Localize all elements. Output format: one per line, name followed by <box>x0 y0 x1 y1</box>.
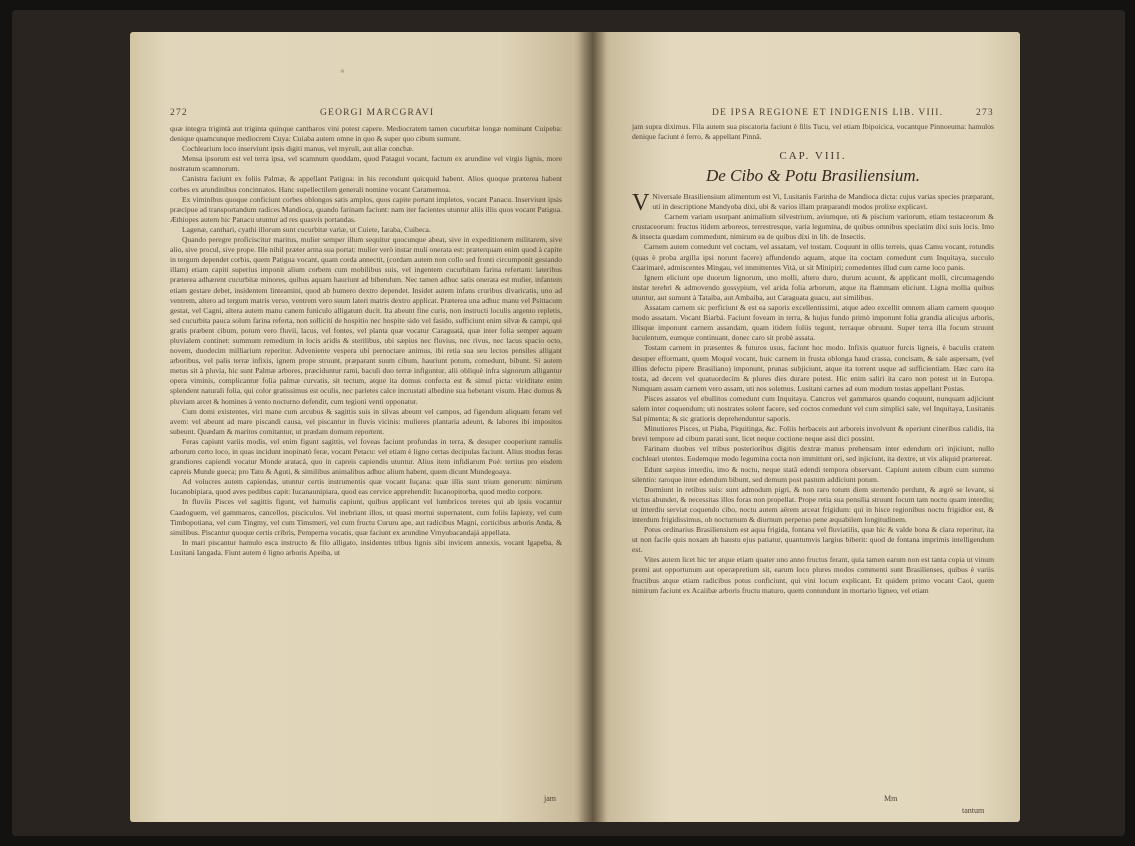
paragraph: Cochlearium loco inserviunt ipsis digiti manus, vel myruli, aut aliæ conchæ. <box>182 144 414 154</box>
paragraph: Pisces assatos vel ebullitos comedunt cum Inquitaya. Cancros vel gammaros quando coquunt, nunquam adjiciunt salem inter coquendum; uti nostrates solent facere, sed coctos comedunt vel cum simplici sale, vel Inquitaya, Lusitanis Sal pimenta; & sic gratioris deprehenduntur saporis. <box>632 393 994 424</box>
paragraph: Potus ordinarius Brasiliensium est aqua frigida, fontana vel fluviatilis, quæ hic & valde bona & clara reperitur, ita ut non facile quis noxam ab haustu ejus patiatur, quantumvis largius biberit: quod de fontana imprimis intelligendum est. <box>632 525 994 555</box>
running-head-right: DE IPSA REGIONE ET INDIGENIS LIB. VIII. <box>712 108 944 118</box>
page-number-left: 272 <box>170 108 188 118</box>
paragraph: Farinam duobus vel tribus posterioribus digitis dextræ manus prehensam inter edendum ori injiciunt, nullo cochleari utentes. Eodemque modo legumina cocta non immittunt ori, sed injiciunt, ita dextre, ut vix aliquid prætereat. <box>632 444 994 464</box>
left-page <box>130 32 592 822</box>
book-spread <box>12 10 1125 836</box>
paragraph: In fluviis Pisces vel sagittis figunt, vel hamulis capiunt, quibus applicant vel lumbricos teretes qui ab ipsis vocantur Caadoguem, vel gammaros, cancellos, pisciculos. Vel inebriant illos, ut quasi mortui supernatent, cum foliis Iapiezy, vel cum Timbopotiana, vel cum Tingmy, vel cum Timsmeri, vel cum fructu Cururu ape, aut radicibus Magni, corticibus arboris Anda, & similibus. Piscantur quoque certis cribris, Pemperna vocatis, quæ faciunt ex arundine Vrnyubacandajá appellata. <box>170 497 562 537</box>
drop-cap: V <box>632 192 650 216</box>
chapter-title: De Cibo & Potu Brasiliensium. <box>706 166 920 185</box>
paragraph: Cum domi existentes, viri mane cum arcubus & sagittis suis in silvas abeunt vel campos, ad figendum aliquam feram vel avem: vel abeunt ad mare piscandi causa, vel piscantur in fluvis vicinis: mulieres plantaria adeunt, & labores ibi impositos subeunt. Quædam & maritos comitantur, ut prædam domum reportent. <box>170 406 562 436</box>
catchword-left: jam <box>544 794 556 803</box>
running-head-left: GEORGI MARCGRAVI <box>320 108 435 118</box>
paragraph: Edunt sæpius interdiu, imo & noctu, neque statâ edendi tempora observant. Capiunt autem cibum cum summo silentio: raroque inter edendum bibunt, sed demum post pastum addiciunt potum. <box>632 464 994 484</box>
catchword-right: tantum <box>962 806 985 815</box>
paragraph: quæ integra trigintà aut triginta quinque cantharos vini potest capere. Mediocratem tamen cucurbitæ longæ nominant Cuipeba: denique quamcunque mediocrem Cuya: Cuiaba autem omne in quo & super quo cibum sumunt. <box>170 124 562 144</box>
paragraph: Tostam carnem in præsentes & futuros usus, faciunt hoc modo. Infixis quatuor furcis ligneis, è baculis cratem desuper efformant, quem Moqué vocant, huic carnem in frusta oblonga haud crassa, concisam, & sale aspersam, (vel illius defectu pipere Brasiliano) imponunt, prunas subjiciunt, atque ita torrent usque ad sufficientiam. Hæc caro ita tosta, ad decem vel quatuordecim & plures dies durare potest. Hic enim saliri ita caro non potest ut in Europa. Nunquam assam carnem vero assam, uti nos solemus. Lusitani carnes ad eum modum tostas appellant Postas. <box>632 343 994 393</box>
paragraph-text: Niversale Brasiliensium alimentum est Vi, Lusitanis Farinha de Mandioca dicta: cujus varias species præparant, uti in descriptione Mandyoba dixi, ubi & varios illam præparandi modos prolixe explicavi. <box>652 192 994 212</box>
paragraph: In mari piscantur hamulo esca instructo & filo alligato, insidentes tribus lignis sibi invicem annexis, vocant Igapeba, & Lusitani Iangada. Fiunt autem è ligno arboris Apeiba, ut <box>170 537 562 557</box>
book-gutter <box>578 32 606 822</box>
paragraph: Carnem variam usurpant animalium silvestrium, aviumque, uti & piscium variorum, etiam testaceorum & crustaceorum: fructus itidem arboreos, terrestresque, varia legumina, de quibus omnibus speciatim dixi suis locis. Imo & insecta quædam commedunt, nimirum ea de quibus dixi in lib. de Insectis. <box>632 212 994 242</box>
paragraph: Vites autem licet hic ter atque etiam quater uno anno fructus ferant, quia tamen earum non est tanta copia ut vinum premi aut opportunum aut operæpretium sit, earum loco plures modos commenti sunt Brasilienses, quibus è variis fructibus atque etiam radicibus potus conficiunt, qui vini locum explicant. Et quidem primo vocant Caoi, quem nimirum faciunt ex Acaiibæ arboris fructu maturo, quem contundunt in mortario ligneo, vel etiam <box>632 555 994 595</box>
paragraph: Carnem autem comedunt vel coctam, vel assatam, vel tostam. Coquunt in ollis terreis, quas Camu vocant, rotundis (quas è proba argilla ipsi norunt facere) affundendo aquam, atque ita coctam comedunt cum Inquitaya, succulo Caarimaré, admiscentes Mingau, vel immittentes Vitá, ut sit Minipiri; comedentes illud cum carne loco panis. <box>632 242 994 272</box>
paragraph: Lagenæ, canthari, cyathi illorum sunt cucurbitæ variæ, ut Cuiete, Iaraba, Cuibeca. <box>182 224 431 234</box>
intro-lines: jam supra diximus. Fila autem sua piscatoria faciunt è filis Tucu, vel etiam Ibipoicica, vocantque Pinnoeuma: hamulos denique faciunt è ferro, & appellant Pinnâ. <box>632 122 994 142</box>
paragraph: Dormiunt in retibus suis: sunt admodum pigri, & non raro totum diem stertendo perdunt, & ægrè se levant, si victus abundet, & necessitas illos foras non propellat. Prope retia sua pensilia struunt focum tam noctu quam interdiu; ut interdiu serviat coquendo cibo, noctu autem aërem arceat frigidum: qui in hisce regionibus noctu frigidior est, & interdum frigidissimus, ob nocturnum & diurnum perpetuo pene æquabilem longitudinem. <box>632 484 994 524</box>
paragraph: Minutiores Pisces, ut Piaba, Piquitinga, &c. Foliis herbaceis aut arboreis involvunt & operiunt cineribus calidis, ita brevi tempore ad cibum parati sunt, licet neque coctione neque assi dici possint. <box>632 424 994 444</box>
chapter-label: CAP. VIII. <box>779 150 847 162</box>
ornament-dot: • <box>340 65 345 80</box>
paragraph: Ad volucres autem capiendas, utuntur certis instrumentis quæ vocant Iuçana: quæ illis sunt trium generum: nimirum Iucanobipiara, quod aves pedibus capit: Iucanaunipiara, quod eas cervice apprehendit: Iucanopitorba, quod medio corpore. <box>170 477 562 497</box>
paragraph <box>632 192 994 216</box>
paragraph: Canistra faciunt ex foliis Palmæ, & appellant Patigua: in his recondunt quicquid habent. Alios quoque præterea habent corbes ex arundinibus concinnatos. Hanc supellectilem generali nomine vocant Caramemoa. <box>170 174 562 194</box>
paragraph: Assatam carnem sic perficiunt & est ea saporis excellentissimi, atque adeo excellit omnem aliam carnem quoquo modo assatam. Vocant Biarbá. Faciunt foveam in terra, & hujus fundo primò imponunt folia grandia alicujus arboris, illisque imponunt carnem assandam, quam itidem foliis tegunt, terraque obruunt. Super terra illa focum struunt luculentum, eumque continuant, donec caro sit probè assata. <box>632 303 994 343</box>
signature-mark: Mm <box>884 794 898 803</box>
right-page-text <box>632 192 994 792</box>
paragraph: Ignem eliciunt ope duorum lignorum, uno molli, altero duro, durum acuunt, & applicant molli, circumagendo instar terebri & admovendo gossypium, vel arida folia arborum, atque ita flammam eliciunt. Ligna mollia quibus utuntur, aut sumunt à Tataiba, aut Ambaiba, aut Caraguata guacu, aut similibus. <box>632 272 994 302</box>
paragraph: Quando peregre proficiscitur maritus, mulier semper illum sequitur quocunque abeat, sive in expeditionem militarem, sive alio, sive procul, sive prope. Ille nihil præter arma sua portat: mulier verò instar muli onerata est: præterquam enim quod à capite in tergum dependet corbis, quem Patigua vocant, quam corda annectit, (cordam autem non collo sed fronti circumponit gestando illam) etiam capiti superius imponit alium corbem cum mobilibus suis, vel ingentem cucurbitam farina refertam: lateribus præterea adhærent cucurbitæ minores, quibus aquam hauriunt ad bibendum. Nec tamen adhuc satis onerata est mulier, infantem etiam gestare debet, insidentem linteamini, quod ab humero dextro dependet. Insidet autem infans cruribus divaricatis, uno ad ventrem, altero ad tergum matris verso, ventrem vero suum lateri matris dextro applicat. Præterea una adhuc manu vel Psittacum gestat, vel Cagni, altera autem manu canem funiculo alligatum ducit. Ita abeunt fine curis, non instructi loculis argento repletis, sed cucurbita pauca solum farina referta, non solliciti de hospitio nec hospite sido vel fasido, sufficiunt enim silvæ & campi, qui gratis præbent cibum, potum vero fluvii, lacus, vel fontes, vel planta quæ vocatur Caraguatá, quæ inter folia semper aquam pluvialem continet: summum remedium in locis aridis & sterilibus, ubi sæpius nec fluvius, nec rivus, nec lacus spacio octo, novem, duodecim milliarium reperitur. Adveniente vespera ubi pernoctare animus, ibi retia sua seu lectos pensiles alligant arboribus, vel palis terræ infixis, ignem prope struunt, præparant suum cibum, hauriunt potum, comedunt, bibunt. Si autem metus sit à pluvia, hic sunt Palmæ arbores, præciduntur rami, baculi duo terræ infiguntur, alii obliquè infra signorum alligantur opera viminis, complicantur folia palmæ curvatis, sit tectum, atque ita domus confecta est & simul picta: viriditate enim splendent naturali folia, qui color gratissimus est oculis, nec parietes calce incrustati albedine sua hebetant visum. Hæc domus & pluviam arcet & homines à vento nocturno defendit, cum tegioni venti opponatur. <box>170 235 562 406</box>
page-number-right: 273 <box>976 108 994 118</box>
right-page <box>592 32 1020 822</box>
left-page-text <box>170 124 562 792</box>
paragraph: Mensa ipsorum est vel terra ipsa, vel scamnum quoddam, quod Patagui vocant, factum ex arundine vel virgis lignis, more nostratum scamnorum. <box>170 154 562 174</box>
paragraph: Ex viminibus quoque conficiunt corbes oblongos satis amplos, quos capite portant impletos, vocant Panacu. Inserviunt ipsis præcipue ad transportandum radices Mandioca, quando farinam faciunt: nam iter facientes utuntur aliis illis quos vocant Patigua. Æthiopes autem hic Panacu utuntur ad res quasvis portandas. <box>170 194 562 224</box>
paragraph: Feras capiunt variis modis, vel enim figunt sagittis, vel foveas faciunt profundas in terra, & desuper cooperiunt ramulis arborum certo loco, in quas incidunt inopinatò feræ, vocant Petacu: vel etiam è ligno certas decipulas faciunt. Alius modus feras grandiores capiendi vocatur Monde aratacá, quo in capreis capiendis utuntur. Alius item infidiarum Poé: tertius pro eisdem capreis Munde gueca; pro Tatu & Aguti, & similibus animalibus adhuc alium habent, quem dicunt Mundegoaya. <box>170 436 562 477</box>
